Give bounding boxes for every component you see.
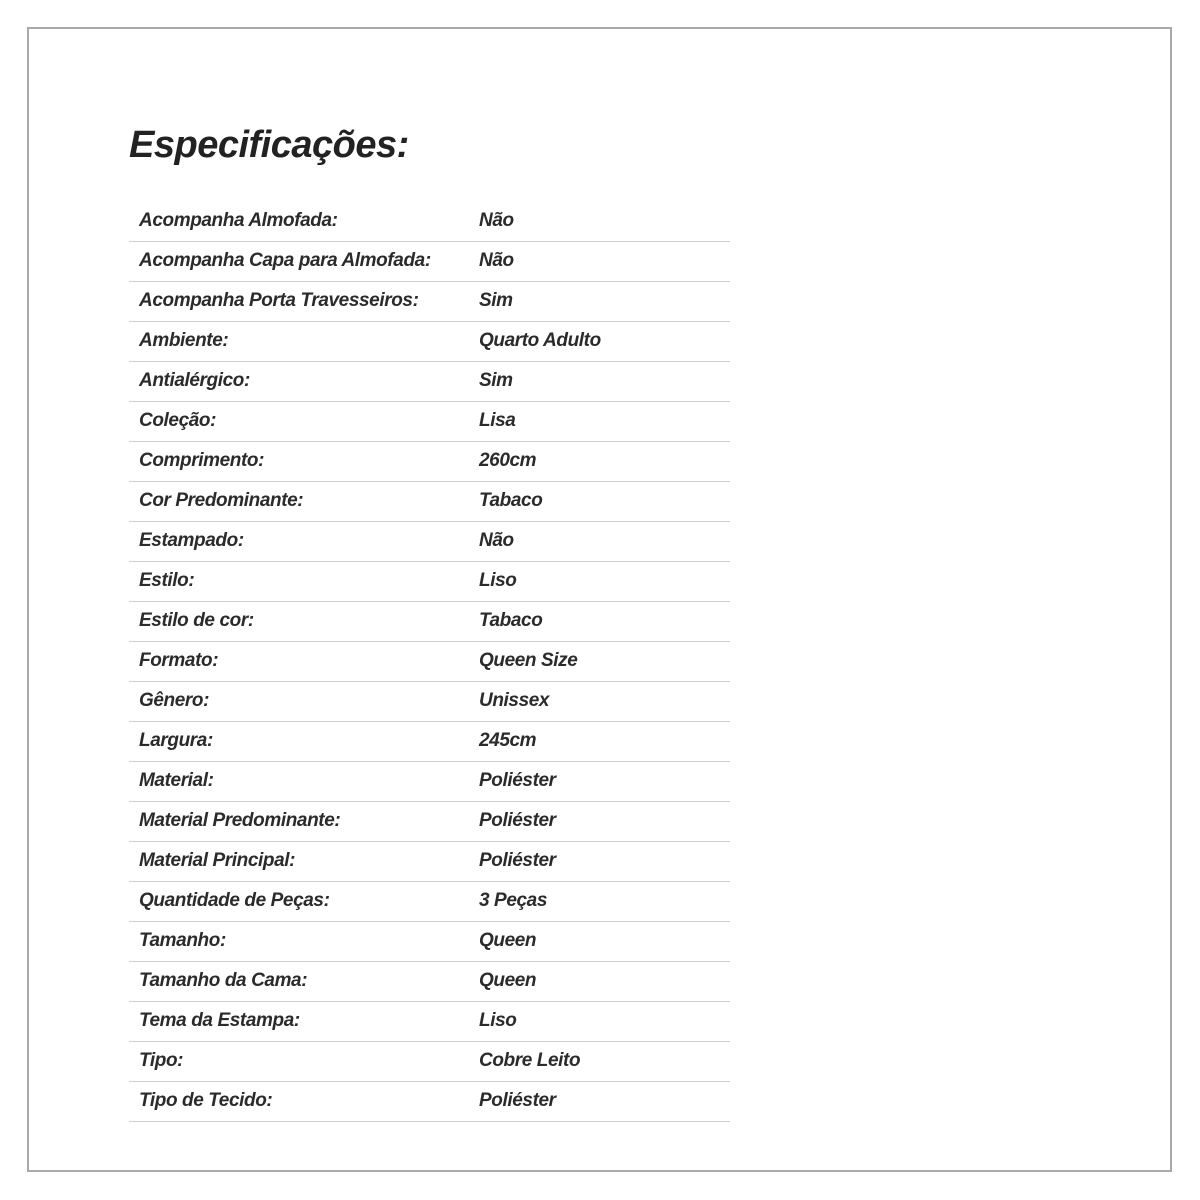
spec-row <box>129 601 730 641</box>
spec-row <box>129 201 730 241</box>
spec-row <box>129 281 730 321</box>
spec-label: Comprimento: <box>129 441 479 481</box>
spec-row <box>129 321 730 361</box>
spec-value: Cobre Leito <box>479 1041 730 1081</box>
spec-value: Poliéster <box>479 761 730 801</box>
page-frame <box>27 27 1172 1172</box>
spec-row <box>129 801 730 841</box>
spec-row <box>129 361 730 401</box>
spec-label: Quantidade de Peças: <box>129 881 479 921</box>
spec-label: Acompanha Capa para Almofada: <box>129 241 479 281</box>
spec-row <box>129 561 730 601</box>
spec-value: Sim <box>479 361 730 401</box>
spec-label: Material: <box>129 761 479 801</box>
spec-label: Gênero: <box>129 681 479 721</box>
spec-value: Quarto Adulto <box>479 321 730 361</box>
spec-value: Poliéster <box>479 1081 730 1121</box>
spec-label: Acompanha Almofada: <box>129 201 479 241</box>
spec-label: Tamanho da Cama: <box>129 961 479 1001</box>
spec-label: Tamanho: <box>129 921 479 961</box>
spec-value: Liso <box>479 561 730 601</box>
spec-value: Lisa <box>479 401 730 441</box>
spec-label: Antialérgico: <box>129 361 479 401</box>
spec-label: Tema da Estampa: <box>129 1001 479 1041</box>
spec-row <box>129 1001 730 1041</box>
spec-value: 3 Peças <box>479 881 730 921</box>
spec-value: Poliéster <box>479 841 730 881</box>
spec-value: Não <box>479 241 730 281</box>
spec-label: Ambiente: <box>129 321 479 361</box>
spec-label: Largura: <box>129 721 479 761</box>
spec-row <box>129 1041 730 1081</box>
spec-value: Tabaco <box>479 601 730 641</box>
spec-value: Unissex <box>479 681 730 721</box>
specifications-table <box>129 201 730 1122</box>
spec-label: Tipo de Tecido: <box>129 1081 479 1121</box>
spec-row <box>129 641 730 681</box>
spec-row <box>129 721 730 761</box>
spec-row <box>129 881 730 921</box>
spec-label: Coleção: <box>129 401 479 441</box>
spec-row <box>129 961 730 1001</box>
spec-row <box>129 681 730 721</box>
spec-row <box>129 241 730 281</box>
spec-label: Estampado: <box>129 521 479 561</box>
spec-value: Poliéster <box>479 801 730 841</box>
spec-value: 260cm <box>479 441 730 481</box>
spec-label: Material Principal: <box>129 841 479 881</box>
spec-value: Queen Size <box>479 641 730 681</box>
spec-value: Não <box>479 201 730 241</box>
spec-value: Tabaco <box>479 481 730 521</box>
spec-label: Tipo: <box>129 1041 479 1081</box>
spec-row <box>129 441 730 481</box>
spec-value: Queen <box>479 921 730 961</box>
spec-value: Liso <box>479 1001 730 1041</box>
spec-label: Cor Predominante: <box>129 481 479 521</box>
spec-row <box>129 481 730 521</box>
spec-value: 245cm <box>479 721 730 761</box>
spec-label: Acompanha Porta Travesseiros: <box>129 281 479 321</box>
specifications-table-body <box>129 201 730 1121</box>
spec-row <box>129 401 730 441</box>
spec-value: Queen <box>479 961 730 1001</box>
page-title: Especificações: <box>129 124 409 166</box>
spec-label: Material Predominante: <box>129 801 479 841</box>
spec-value: Sim <box>479 281 730 321</box>
spec-row <box>129 761 730 801</box>
spec-row <box>129 521 730 561</box>
spec-row <box>129 921 730 961</box>
spec-label: Estilo: <box>129 561 479 601</box>
spec-row <box>129 841 730 881</box>
spec-value: Não <box>479 521 730 561</box>
spec-label: Formato: <box>129 641 479 681</box>
spec-row <box>129 1081 730 1121</box>
spec-label: Estilo de cor: <box>129 601 479 641</box>
